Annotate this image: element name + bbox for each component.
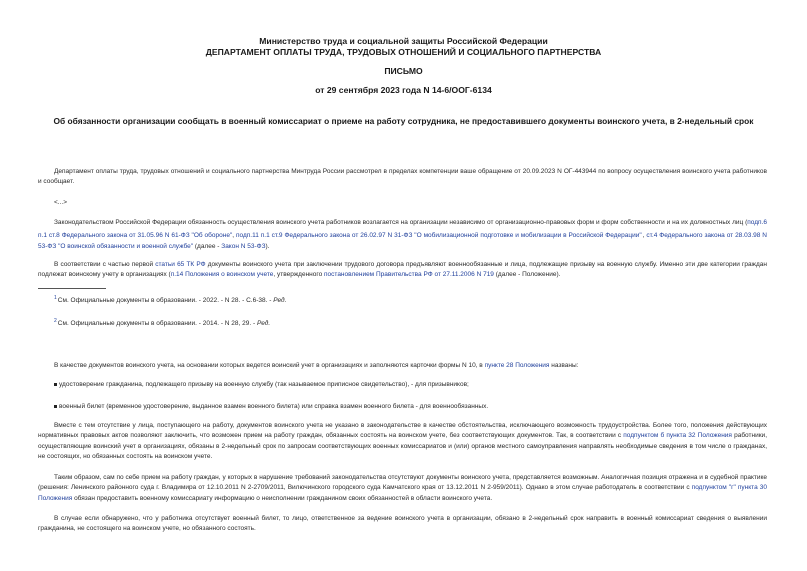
- link-government-decree[interactable]: постановлением Правительства РФ от 27.11.2006 N 719: [324, 271, 494, 279]
- footnote-1: [54, 293, 286, 306]
- list-item: [54, 380, 469, 390]
- text: документы воинского учета при заключении трудового договора предъявляют военнообязанные и лица, подлежащие призыву на военную службу. Именно эти две категории граждан подлежат воинскому учету в организациях (: [38, 261, 767, 279]
- text: обязан предоставить военному комиссариату информацию о неисполнении гражданином своих обязанностей в области воинского учета.: [72, 494, 493, 502]
- link-regulation-p28[interactable]: пункте 28 Положения: [484, 362, 550, 369]
- bullet-icon: [54, 383, 57, 386]
- paragraph-intro: Департамент оплаты труда, трудовых отношений и социального партнерства Минтруда России рассмотрел в пределах компетенции ваше обращение от 20.09.2023 N ОГ-443944 по вопросу осуществления воинского учета работников и сообщает.: [38, 168, 767, 186]
- paragraph-labor-code: [38, 260, 767, 281]
- link-defense-law[interactable]: подп.6 п.1 ст.8 Федерального закона от 31.05.96 N 61-ФЗ "Об обороне": [38, 219, 767, 240]
- ministry-name: Министерство труда и социальной защиты Российской Федерации: [259, 36, 548, 46]
- text: (далее - Положение).: [493, 271, 561, 279]
- paragraph-documents: [38, 361, 767, 371]
- text: названы:: [549, 362, 579, 369]
- text: В качестве документов воинского учета, на основании которых ведется воинский учет в организациях и заполняются карточки формы N 10, в: [54, 362, 485, 369]
- footnote-text: См. Официальные документы в образовании. - 2014. - N 28, 29. -: [57, 320, 257, 328]
- paragraph-final: В случае если обнаружено, что у работника отсутствует военный билет, то лицо, ответственное за ведение воинского учета в организации, обязано в 2-недельный срок направить в военный комиссариат сведения о выявлении гражданина, не состоящего на воинском учете, но обязанного состоять.: [38, 515, 767, 533]
- link-regulation-p32[interactable]: подпунктом б пункта 32 Положения: [623, 432, 732, 440]
- footnote-divider: [38, 288, 106, 289]
- footnote-2: [54, 316, 270, 329]
- link-regulation-p30[interactable]: подпунктом "г" пункта 30 Положения: [38, 484, 768, 502]
- document-type: ПИСЬМО: [384, 66, 423, 76]
- paragraph-legislation: [38, 218, 767, 252]
- list-item: [54, 402, 488, 412]
- bullet-icon: [54, 405, 57, 408]
- footnote-suffix: Ред.: [273, 297, 287, 305]
- text: ).: [265, 242, 270, 250]
- document-date-number: от 29 сентября 2023 года N 14-6/ООГ-6134: [315, 85, 492, 95]
- link-regulation-p14[interactable]: п.14 Положения о воинском учете: [170, 271, 274, 279]
- department-name: ДЕПАРТАМЕНТ ОПЛАТЫ ТРУДА, ТРУДОВЫХ ОТНОШЕНИЙ И СОЦИАЛЬНОГО ПАРТНЕРСТВА: [205, 47, 602, 57]
- ellipsis: <...>: [54, 199, 68, 206]
- text: Таким образом, сам по себе прием на работу граждан, у которых в нарушение требований законодательства отсутствуют документы воинского учета, представляется возможным. Аналогичная позиция отражена и в судебной практике (решения: Ленинского районного суда г. Владимира от 12.10.2011 N 2-2709/2011, Вилючинского городского суда Камчатского края от 13.12.2011 N 2-959/2011). Однако в этом случае работодатель в соответствии с: [38, 474, 767, 492]
- link-law-53fz[interactable]: Закон N 53-ФЗ: [221, 242, 266, 250]
- text: Вместе с тем отсутствие у лица, поступающего на работу, документов воинского учета не указано в законодательстве в качестве обстоятельства, исключающего возможность трудоустройства. Более того, положения действующих нормативных правовых актов позволяют заключить, что возможен прием на работу граждан, обязанных состоять на воинском учете, без соответствующих документов. Так, в соответствии с: [38, 422, 767, 440]
- text: Законодательством Российской Федерации обязанность осуществления воинского учета работников возлагается на организации независимо от организационно-правовых форм и форм собственности и на их должностных лиц (: [54, 219, 748, 226]
- document-title: Об обязанности организации сообщать в военный комиссариат о приеме на работу сотрудника, не предоставившего документы воинского учета, в 2-недельный срок: [53, 116, 754, 126]
- text: (далее -: [193, 242, 222, 250]
- paragraph-absence: [38, 421, 767, 462]
- text: работники, осуществляющие воинский учет в организациях, обязаны в 2-недельный срок по запросам соответствующих военных комиссариатов и (или) органов местного самоуправления направлять необходимые сведения в том числе о гражданах, не состоящих, но обязанных состоять на воинском учете.: [38, 432, 767, 460]
- text: ,: [642, 232, 647, 240]
- paragraph-conclusion: [38, 473, 767, 504]
- link-military-duty-law[interactable]: ст.4 Федерального закона от 28.03.98 N 53-ФЗ "О воинской обязанности и военной службе": [38, 232, 767, 250]
- text: ,: [232, 232, 236, 240]
- footnote-marker[interactable]: 2: [54, 318, 57, 324]
- list-item-text: военный билет (временное удостоверение, выданное взамен военного билета) или справка взамен военного билета - для военнообязанных.: [59, 403, 489, 410]
- link-article-65[interactable]: статьи 65 ТК РФ: [155, 261, 206, 268]
- link-mobilization-law[interactable]: подп.11 п.1 ст.9 Федерального закона от 26.02.97 N 31-ФЗ "О мобилизационной подготовке и мобилизации в Российской Федерации": [235, 232, 642, 240]
- footnote-marker[interactable]: 1: [54, 295, 57, 301]
- footnote-suffix: Ред.: [256, 320, 271, 328]
- list-item-text: удостоверение гражданина, подлежащего призыву на военную службу (так называемое приписное свидетельство), - для призывников;: [59, 381, 469, 388]
- footnote-text: См. Официальные документы в образовании. - 2022. - N 28. - С.6-38. -: [57, 297, 274, 305]
- text: , утвержденного: [273, 271, 325, 279]
- text: В соответствии с частью первой: [54, 261, 156, 268]
